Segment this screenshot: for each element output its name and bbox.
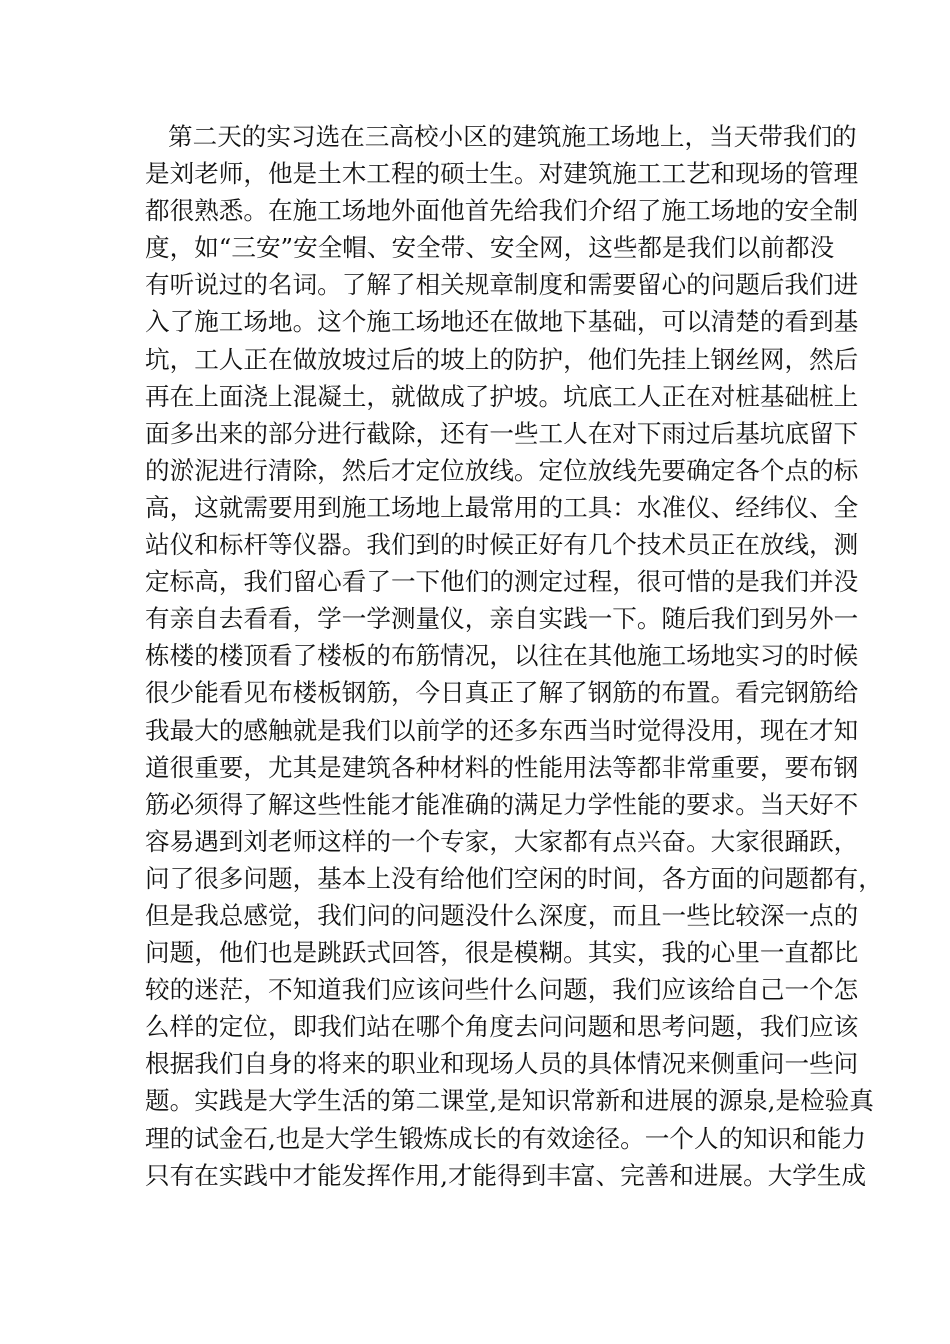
text-line: 再在上面浇上混凝土，就做成了护坡。坑底工人正在对桩基础桩上 xyxy=(145,381,859,411)
text-line: 较的迷茫，不知道我们应该问些什么问题，我们应该给自己一个怎 xyxy=(145,975,859,1005)
text-line: 是刘老师，他是土木工程的硕士生。对建筑施工工艺和现场的管理 xyxy=(145,159,859,189)
text-line: 度，如“三安”安全帽、安全带、安全网，这些都是我们以前都没 xyxy=(145,233,835,263)
text-line: 第二天的实习选在三高校小区的建筑施工场地上，当天带我们的 xyxy=(168,122,857,151)
text-line: 的淤泥进行清除，然后才定位放线。定位放线先要确定各个点的标 xyxy=(145,455,859,485)
text-line: 高，这就需要用到施工场地上最常用的工具：水准仪、经纬仪、全 xyxy=(145,492,859,522)
text-line: 站仪和标杆等仪器。我们到的时候正好有几个技术员正在放线，测 xyxy=(145,530,859,560)
text-line: 么样的定位，即我们站在哪个角度去问问题和思考问题，我们应该 xyxy=(145,1012,859,1042)
text-line: 坑，工人正在做放坡过后的坡上的防护，他们先挂上钢丝网，然后 xyxy=(145,344,859,374)
text-line: 栋楼的楼顶看了楼板的布筋情况，以往在其他施工场地实习的时候 xyxy=(145,641,859,671)
text-line: 只有在实践中才能发挥作用,才能得到丰富、完善和进展。大学生成 xyxy=(145,1160,867,1190)
text-line: 但是我总感觉，我们问的问题没什么深度，而且一些比较深一点的 xyxy=(145,900,859,930)
text-line: 面多出来的部分进行截除，还有一些工人在对下雨过后基坑底留下 xyxy=(145,418,859,448)
text-line: 我最大的感触就是我们以前学的还多东西当时觉得没用，现在才知 xyxy=(145,715,859,745)
text-line: 理的试金石,也是大学生锻炼成长的有效途径。一个人的知识和能力 xyxy=(145,1123,867,1153)
text-line: 很少能看见布楼板钢筋，今日真正了解了钢筋的布置。看完钢筋给 xyxy=(145,678,859,708)
text-line: 都很熟悉。在施工场地外面他首先给我们介绍了施工场地的安全制 xyxy=(145,196,859,226)
text-line: 入了施工场地。这个施工场地还在做地下基础，可以清楚的看到基 xyxy=(145,307,859,337)
text-line: 定标高，我们留心看了一下他们的测定过程，很可惜的是我们并没 xyxy=(145,567,859,597)
body-paragraph xyxy=(145,118,883,1194)
text-line: 容易遇到刘老师这样的一个专家，大家都有点兴奋。大家很踊跃， xyxy=(145,826,859,856)
text-line: 道很重要，尤其是建筑各种材料的性能用法等都非常重要，要布钢 xyxy=(145,752,859,782)
text-line: 题。实践是大学生活的第二课堂,是知识常新和进展的源泉,是检验真 xyxy=(145,1086,874,1116)
text-line: 有听说过的名词。了解了相关规章制度和需要留心的问题后我们进 xyxy=(145,270,859,300)
text-line: 有亲自去看看，学一学测量仪，亲自实践一下。随后我们到另外一 xyxy=(145,604,859,634)
text-line: 问了很多问题，基本上没有给他们空闲的时间，各方面的问题都有， xyxy=(145,863,883,893)
text-line: 问题，他们也是跳跃式回答，很是模糊。其实，我的心里一直都比 xyxy=(145,938,859,968)
text-line: 根据我们自身的将来的职业和现场人员的具体情况来侧重问一些问 xyxy=(145,1049,859,1079)
text-line: 筋必须得了解这些性能才能准确的满足力学性能的要求。当天好不 xyxy=(145,789,859,819)
